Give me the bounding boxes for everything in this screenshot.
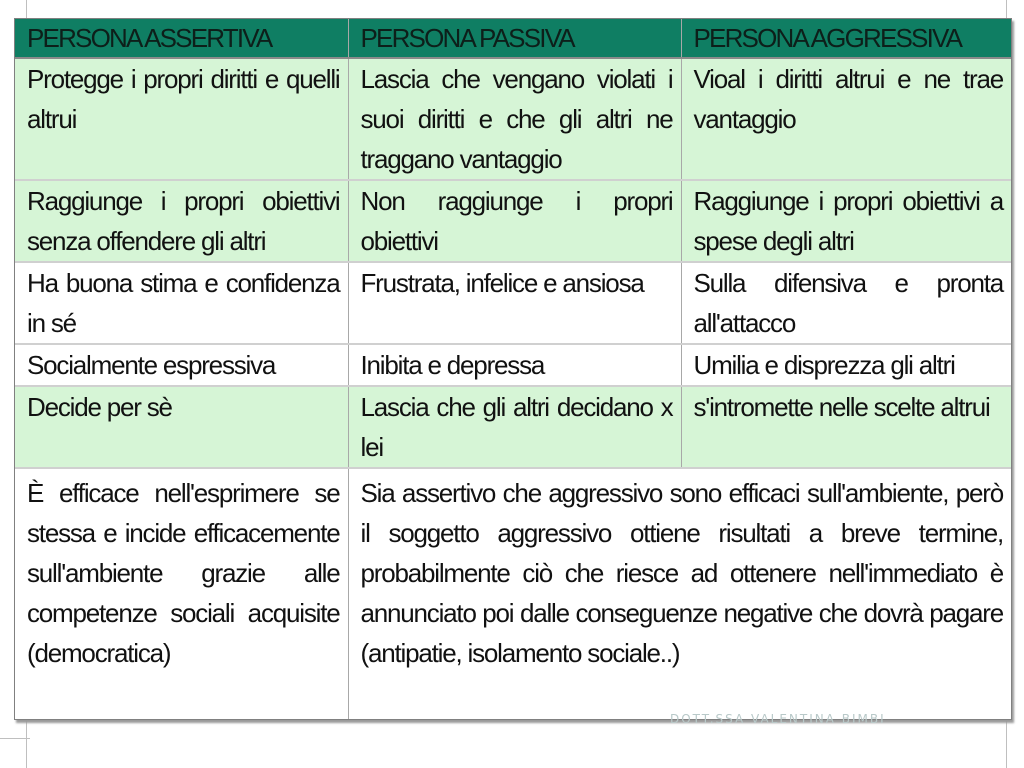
table-row	[15, 344, 1011, 386]
persona-table	[15, 19, 1011, 719]
table-cell: Vioal i diritti altrui e ne trae vantaggio	[681, 58, 1011, 180]
table-cell: Lascia che vengano violati i suoi diritti e che gli altri ne traggano vantaggio	[348, 58, 681, 180]
table-row	[15, 386, 1011, 468]
comparison-table	[14, 18, 1012, 720]
table-row	[15, 180, 1011, 262]
table-cell: Decide per sè	[15, 386, 348, 468]
table-cell: s'intromette nelle scelte altrui	[681, 386, 1011, 468]
table-row	[15, 262, 1011, 344]
table-row	[15, 468, 1011, 719]
table-cell: Raggiunge i propri obiettivi senza offendere gli altri	[15, 180, 348, 262]
table-header-row	[15, 19, 1011, 58]
table-cell: Protegge i propri diritti e quelli altrui	[15, 58, 348, 180]
table-cell: Ha buona stima e confidenza in sé	[15, 262, 348, 344]
table-cell: Lascia che gli altri decidano x lei	[348, 386, 681, 468]
table-cell: Inibita e depressa	[348, 344, 681, 386]
table-row	[15, 58, 1011, 180]
table-cell: È efficace nell'esprimere se stessa e incide efficacemente sull'ambiente grazie alle competenze sociali acquisite (democratica)	[15, 468, 348, 719]
header-assertiva: PERSONA ASSERTIVA	[15, 19, 348, 58]
header-passiva: PERSONA PASSIVA	[348, 19, 681, 58]
table-cell: Raggiunge i propri obiettivi a spese degli altri	[681, 180, 1011, 262]
table-cell: Frustrata, infelice e ansiosa	[348, 262, 681, 344]
table-cell: Socialmente espressiva	[15, 344, 348, 386]
header-aggressiva: PERSONA AGGRESSIVA	[681, 19, 1011, 58]
table-cell: Sulla difensiva e pronta all'attacco	[681, 262, 1011, 344]
author-watermark: DOTT.SSA VALENTINA BIMBI	[670, 712, 886, 726]
slide-frame-bottom-line	[0, 738, 30, 739]
table-cell: Umilia e disprezza gli altri	[681, 344, 1011, 386]
merged-summary-cell: Sia assertivo che aggressivo sono efficaci sull'ambiente, però il soggetto aggressivo ottiene risultati a breve termine, probabilmente ciò che riesce ad ottenere nell'immediato è annunciato poi dalle conseguenze negative che dovrà pagare (antipatie, isolamento sociale..)	[348, 468, 1011, 719]
table-cell: Non raggiunge i propri obiettivi	[348, 180, 681, 262]
